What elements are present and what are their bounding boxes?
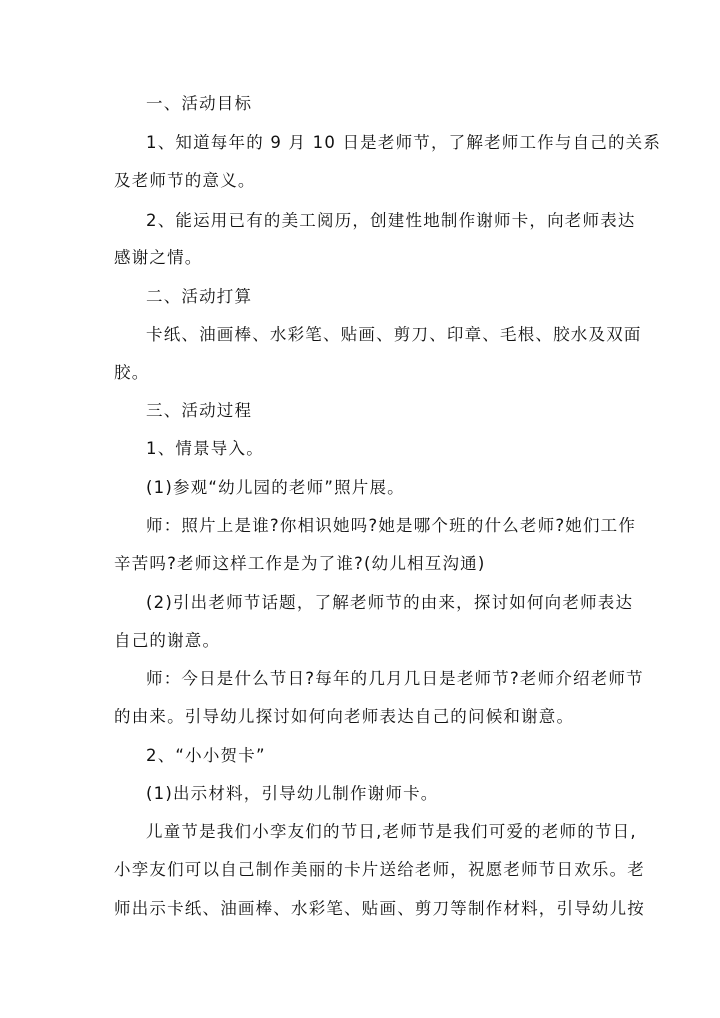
paragraph-line: 卡纸、油画棒、水彩笔、贴画、剪刀、印章、毛根、胶水及双面 [146,325,642,344]
paragraph-line: 胶。 [114,363,150,382]
paragraph-line: 及老师节的意义。 [114,171,256,190]
paragraph-line: (1)参观“幼儿园的老师”照片展。 [146,478,405,497]
paragraph-line: (2)引出老师节话题，了解老师节的由来，探讨如何向老师表达 [146,593,634,612]
paragraph-line: 师：今日是什么节日?每年的几月几日是老师节?老师介绍老师节 [146,669,644,688]
paragraph-line: 辛苦吗?老师这样工作是为了谁?(幼儿相互沟通) [114,554,486,573]
paragraph-line: 儿童节是我们小孪友们的节日,老师节是我们可爱的老师的节日, [146,822,637,841]
paragraph-line: 1、知道每年的 9 月 10 日是老师节，了解老师工作与自己的关系 [146,133,662,152]
paragraph-line: (1)出示材料，引导幼儿制作谢师卡。 [146,784,439,803]
paragraph-line: 1、情景导入。 [146,439,264,458]
paragraph-line: 的由来。引导幼儿探讨如何向老师表达自己的问候和谢意。 [114,707,575,726]
paragraph-line: 自己的谢意。 [114,631,221,650]
heading-activity-plan: 二、活动打算 [146,287,253,306]
heading-activity-process: 三、活动过程 [146,401,253,420]
heading-activity-goals: 一、活动目标 [146,94,253,113]
paragraph-line: 感谢之情。 [114,248,203,267]
paragraph-line: 师：照片上是谁?你相识她吗?她是哪个班的什么老师?她们工作 [146,516,637,535]
paragraph-line: 小孪友们可以自己制作美丽的卡片送给老师，祝愿老师节日欢乐。老 [114,860,645,879]
heading-small-card: 2、“小小贺卡” [146,746,266,765]
paragraph-line: 2、能运用已有的美工阅历，创建性地制作谢师卡，向老师表达 [146,211,636,230]
paragraph-line: 师出示卡纸、油画棒、水彩笔、贴画、剪刀等制作材料，引导幼儿按 [114,899,645,918]
